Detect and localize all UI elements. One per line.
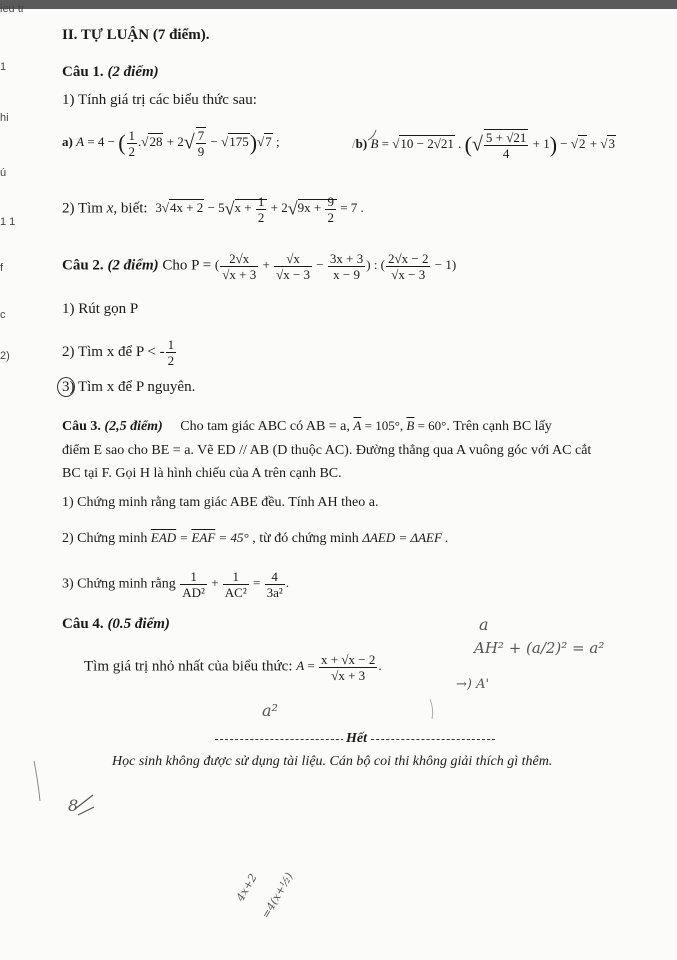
- q1a-label-text: a): [62, 133, 73, 149]
- q1-part1: 1) Tính giá trị các biểu thức sau:: [62, 92, 257, 108]
- q3-part2-b: , từ đó chứng minh: [252, 531, 359, 546]
- section-title: II. TỰ LUẬN (7 điểm).: [62, 27, 210, 43]
- q2-part1: 1) Rút gọn P: [62, 301, 139, 317]
- q3-part3-text: 3) Chứng minh rằng: [62, 576, 176, 592]
- q4-label: Câu 4.: [62, 616, 104, 632]
- margin-note: hi: [0, 112, 9, 124]
- q2-intro: Cho P =: [162, 257, 212, 274]
- q2-label: Câu 2.: [62, 257, 104, 274]
- pen-strokes: [0, 9, 677, 960]
- handwriting: a²: [262, 701, 278, 720]
- handwriting: 8: [68, 796, 79, 815]
- q3-part3: 3) Chứng minh rằng $\frac{1}{\text{AD²}}$ + $\frac{1}{\text{AC²}}$ = $\frac{4}{\text{3a²}}$ .: [62, 569, 290, 600]
- q3-points: (2,5 điểm): [104, 419, 163, 434]
- q2-part3: 3) Tìm x để P nguyên.: [62, 379, 196, 395]
- handwriting: 4x+2: [233, 871, 260, 904]
- q1-part2: 2) Tìm x, biết: 3√4x + 2 − 5√x + $\frac{1}{2}$ + 2√9x + $\frac{9}{2}$ = 7 .: [62, 194, 364, 225]
- q3-line1: Cho tam giác ABC có AB = a,: [180, 419, 350, 434]
- margin-note: 1: [0, 61, 7, 73]
- margin-note: 2): [0, 350, 10, 362]
- q3-heading: Câu 3. (2,5 điểm) Cho tam giác ABC có AB = a, $\overline{A} = 105^\circ$, $\overline{B} = 60^\circ$. Trên cạnh BC lấy: [62, 418, 552, 434]
- q4-text: Tìm giá trị nhỏ nhất của biểu thức: A = $\frac{x + √x - 2}{√x + 3}$ .: [84, 652, 382, 683]
- q3-part2: 2) Chứng minh $\overline{EAD} = \overline{EAF} = 45^\circ$ , từ đó chứng minh ΔAED = ΔAEF .: [62, 530, 449, 546]
- margin-note: ú: [0, 167, 7, 179]
- footer-note: Học sinh không được sử dụng tài liệu. Cán bộ coi thi không giải thích gì thêm.: [112, 754, 553, 769]
- q2-heading: Câu 2. (2 điểm) Cho P = ( $\frac{2√x}{√x + 3}$ + $\frac{√x}{√x - 3}$ − $\frac{3x + 3}{x - 9}$ ) : ( $\frac{2√x - 2}{√x - 3}$ − 1): [62, 251, 457, 282]
- scan-top-border: [0, 0, 677, 9]
- q1b-label: b): [355, 135, 368, 151]
- q3-line1b: . Trên cạnh BC lấy: [446, 419, 552, 434]
- q3-line2: điểm E sao cho BE = a. Vẽ ED // AB (D thuộc AC). Đường thẳng qua A vuông góc với AC cắt: [62, 443, 592, 458]
- q1a-formula: a) A = 4 − ( $\frac{1}{2}$ .√28 + 2√ $\frac{7}{9}$ − √175)√7 ;: [62, 127, 284, 159]
- exam-page: [0, 3, 677, 960]
- margin-note: f: [0, 262, 4, 274]
- handwriting: =4(x+½): [259, 870, 296, 921]
- q3-part2-a: 2) Chứng minh: [62, 531, 148, 546]
- q3-label: Câu 3.: [62, 419, 101, 434]
- margin-note: 1 1: [0, 216, 16, 228]
- q3-line3: BC tại F. Gọi H là hình chiếu của A trên cạnh BC.: [62, 466, 342, 481]
- q3-part1: 1) Chứng minh rằng tam giác ABE đều. Tính AH theo a.: [62, 495, 379, 510]
- end-mark: Hết: [343, 731, 370, 747]
- q4-points: (0.5 điểm): [107, 616, 170, 632]
- handwriting: AH² + (a/2)² = a²: [474, 639, 605, 657]
- q2-points: (2 điểm): [107, 257, 159, 274]
- q1b-formula: /b) B = √10 − 2√21 . (√ $\frac{5 + √21}{4}$ + 1) − √2 + √3: [352, 130, 615, 161]
- margin-note: c: [0, 309, 6, 321]
- handwriting: →) A': [456, 677, 490, 692]
- q1-label: Câu 1.: [62, 64, 104, 80]
- q2-part2: 2) Tìm x để P < - $\frac{1}{2}$: [62, 337, 175, 368]
- q1-part2-var: x: [106, 200, 114, 217]
- margin-note: ieu tr: [0, 3, 25, 15]
- q1-part2-rest: , biết:: [113, 200, 148, 217]
- handwriting: a: [479, 615, 489, 634]
- q1-part2-label: 2) Tìm: [62, 200, 103, 217]
- q2-part2-text: 2) Tìm x để P < -: [62, 343, 165, 360]
- q1-points: (2 điểm): [107, 64, 159, 80]
- q4-text-label: Tìm giá trị nhỏ nhất của biểu thức:: [84, 658, 293, 675]
